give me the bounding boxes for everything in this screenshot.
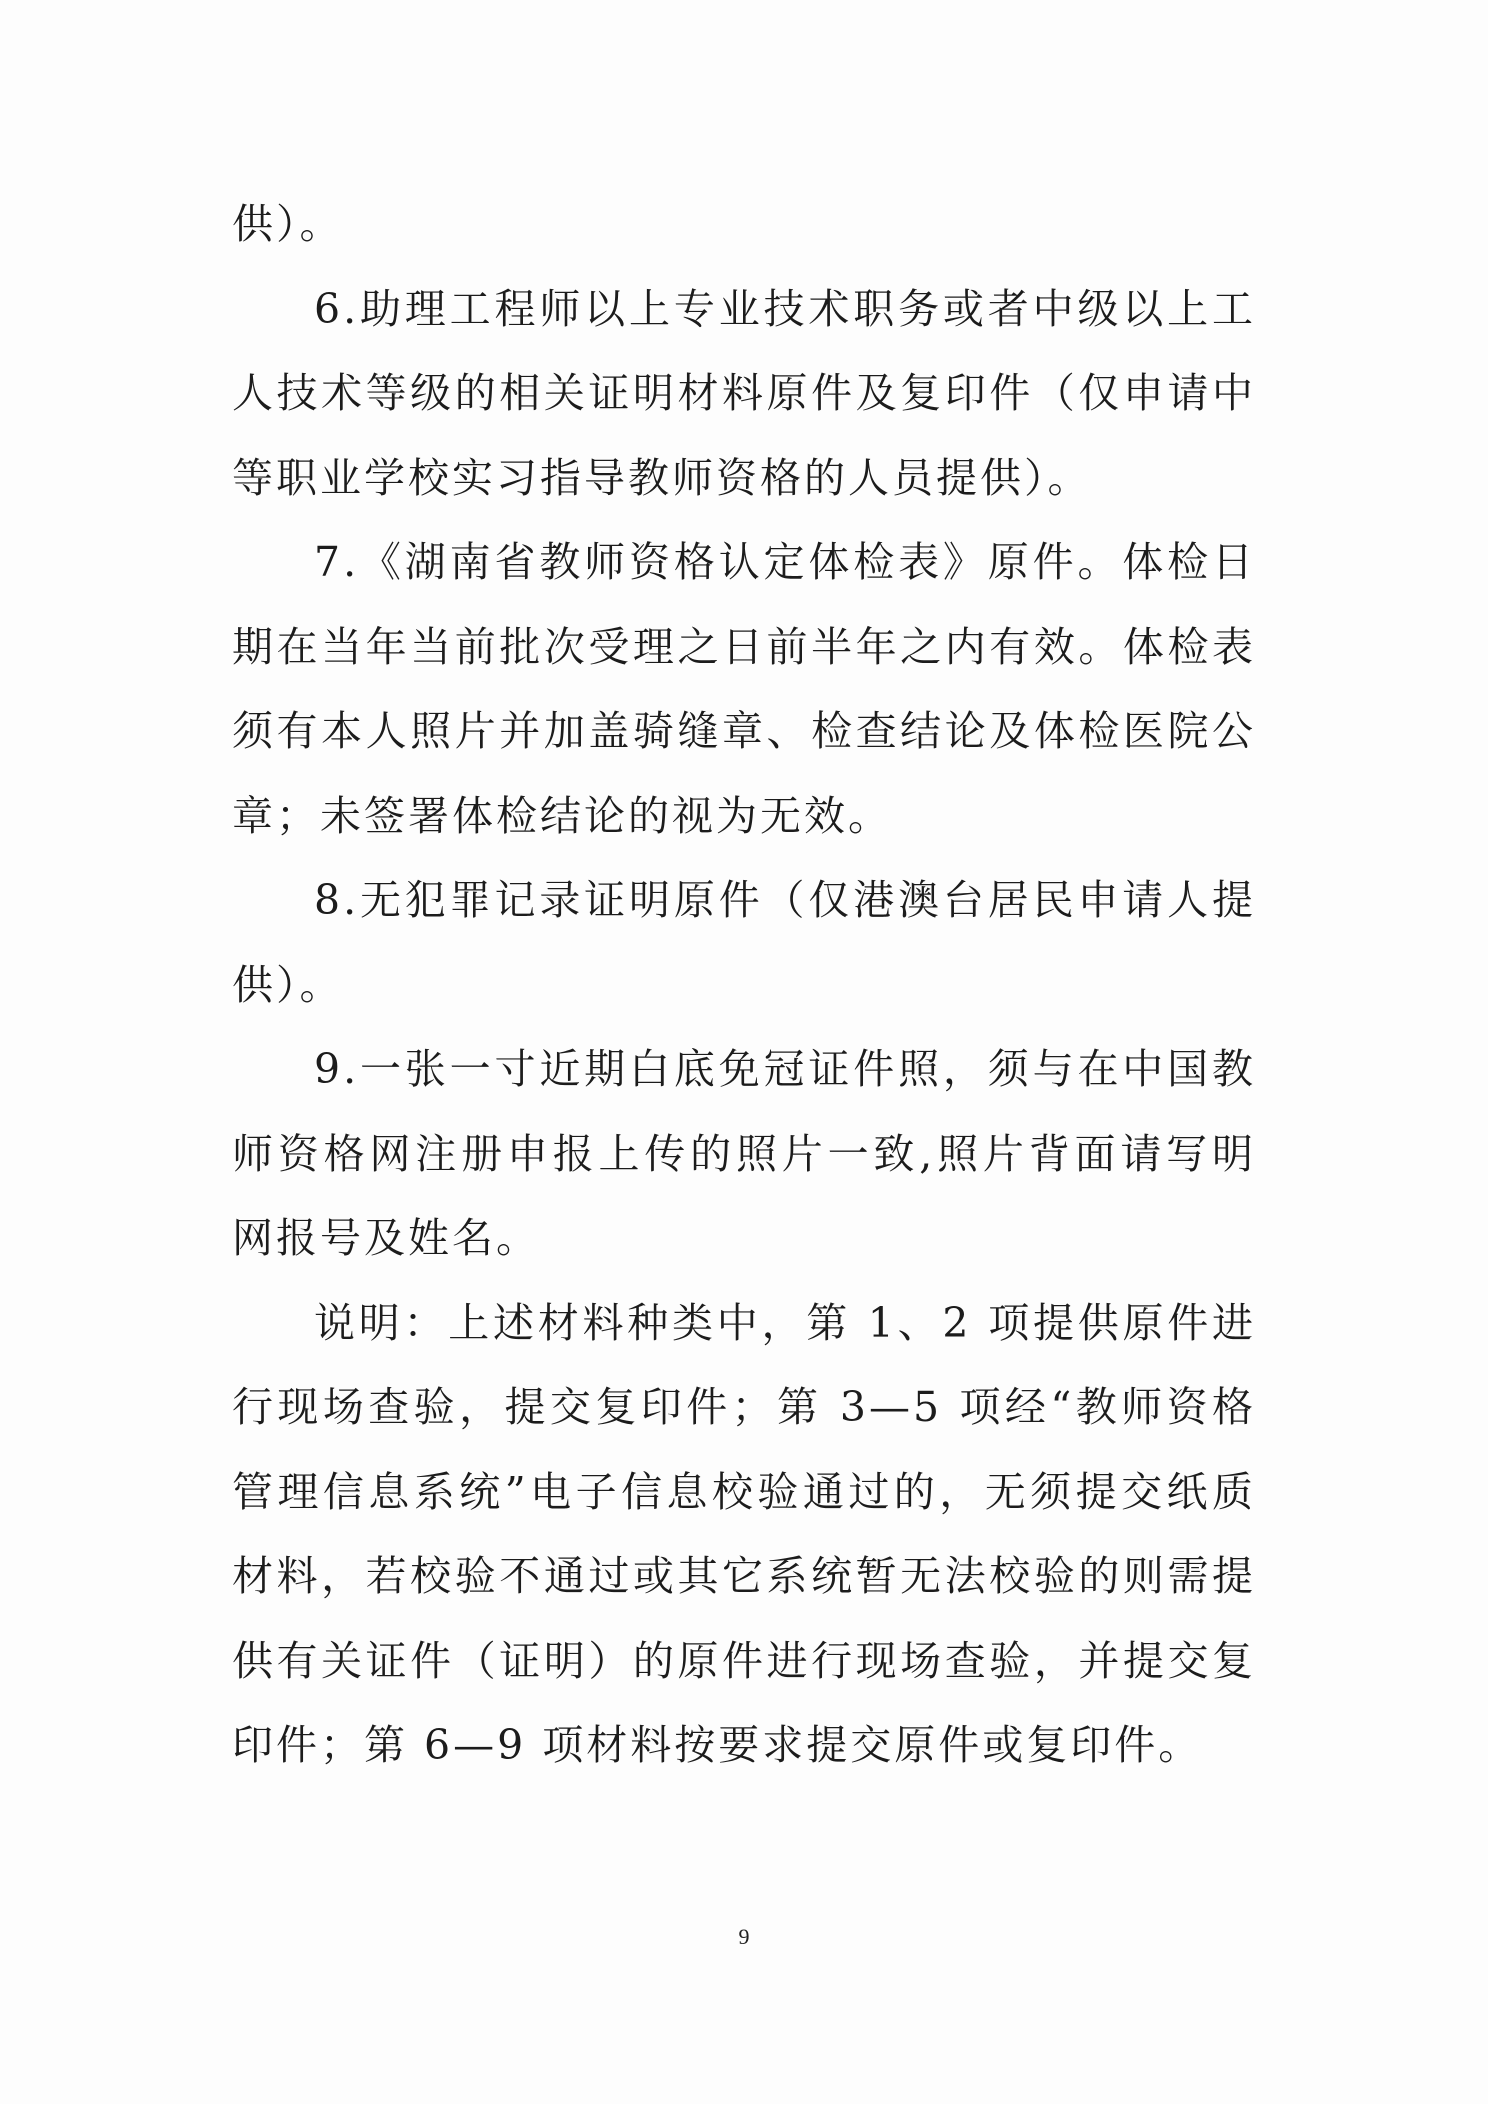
paragraph-item-6: 6.助理工程师以上专业技术职务或者中级以上工人技术等级的相关证明材料原件及复印件（仅申请中等职业学校实习指导教师资格的人员提供）。 xyxy=(232,284,1256,502)
paragraph-item-9: 9.一张一寸近期白底免冠证件照，须与在中国教师资格网注册申报上传的照片一致,照片背面请写明网报号及姓名。 xyxy=(232,1045,1256,1262)
document-body xyxy=(232,182,1256,1788)
paragraph-note: 说明：上述材料种类中，第 1、2 项提供原件进行现场查验，提交复印件；第 3—5 项经“教师资格管理信息系统”电子信息校验通过的，无须提交纸质材料，若校验不通过或其它系统暂无法校验的则需提供有关证件（证明）的原件进行现场查验，并提交复印件；第 6—9 项材料按要求提交原件或复印件。 xyxy=(232,1298,1256,1769)
paragraph-continuation: 供）。 xyxy=(232,200,344,248)
paragraph-item-7: 7.《湖南省教师资格认定体检表》原件。体检日期在当年当前批次受理之日前半年之内有效。体检表须有本人照片并加盖骑缝章、检查结论及体检医院公章；未签署体检结论的视为无效。 xyxy=(232,538,1256,840)
page-number: 9 xyxy=(738,1924,750,1949)
paragraph-item-8: 8.无犯罪记录证明原件（仅港澳台居民申请人提供）。 xyxy=(232,876,1256,1009)
